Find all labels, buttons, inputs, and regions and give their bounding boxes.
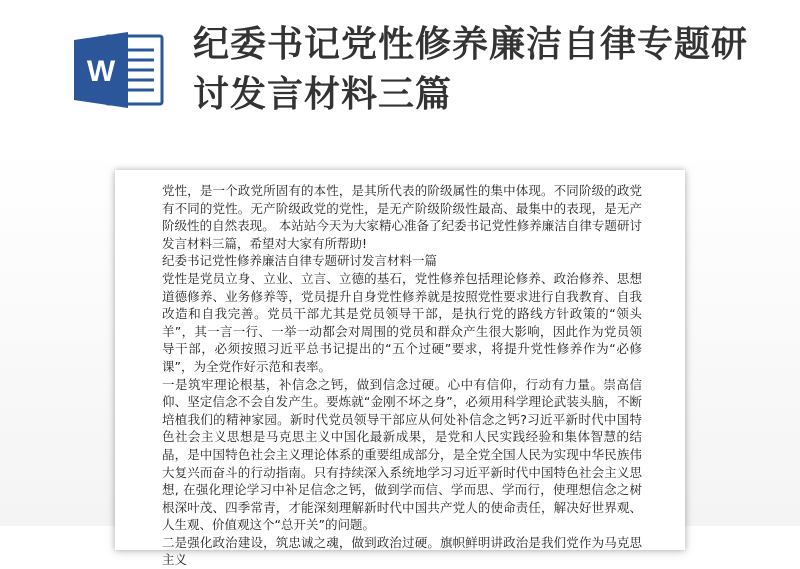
- word-document-icon: [70, 30, 170, 110]
- word-icon-letter: W: [86, 55, 116, 88]
- header: [0, 0, 800, 150]
- body-paragraph: 一是筑牢理论根基，补信念之钙，做到信念过硬。心中有信仰，行动有力量。崇高信仰、坚定信念不会自发产生。要炼就“金刚不坏之身”，必须用科学理论武装头脑，不断培植我们的精神家园。新时代党员领导干部应从何处补信念之钙?习近平新时代中国特色社会主义思想是马克思主义中国化最新成果，是党和人民实践经验和集体智慧的结晶，是中国特色社会主义理论体系的重要组成部分，是全党全国人民为实现中华民族伟大复兴而奋斗的行动指南。只有持续深入系统地学习习近平新时代中国特色社会主义思想, 在强化理论学习中补足信念之钙，做到学而信、学而思、学而行，使理想信念之树根深叶茂、四季常青，才能深刻理解新时代中国共产党人的使命责任，解决好世界观、人生观、价值观这个“总开关”的问题。: [162, 376, 642, 533]
- document-body: [162, 182, 642, 569]
- body-paragraph: 二是强化政治建设，筑忠诚之魂，做到政治过硬。旗帜鲜明讲政治是我们党作为马克思主义: [162, 534, 642, 568]
- page-title: 纪委书记党性修养廉洁自律专题研讨发言材料三篇: [193, 24, 749, 115]
- body-paragraph: 党性是党员立身、立业、立言、立德的基石，党性修养包括理论修养、政治修养、思想道德修养、业务修养等，党员提升自身党性修养就是按照党性要求进行自我教育、自我改造和自我完善。党员干部尤其是党员领导干部，是执行党的路线方针政策的“领头羊”，其一言一行、一举一动都会对周围的党员和群众产生很大影响，因此作为党员领导干部，必须按照习近平总书记提出的“五个过硬”要求，将提升党性修养作为“必修课”，为全党作好示范和表率。: [162, 270, 642, 374]
- article-heading: 纪委书记党性修养廉洁自律专题研讨发言材料一篇: [162, 253, 438, 269]
- intro-paragraph: 党性，是一个政党所固有的本性，是其所代表的阶级属性的集中体现。不同阶级的政党有不同的党性。无产阶级政党的党性，是无产阶级阶级性最高、最集中的表现，是无产阶级性的自然表现。 本站站今天为大家精心准备了纪委书记党性修养廉洁自律专题研讨发言材料三篇，希望对大家有所帮助!: [162, 183, 642, 251]
